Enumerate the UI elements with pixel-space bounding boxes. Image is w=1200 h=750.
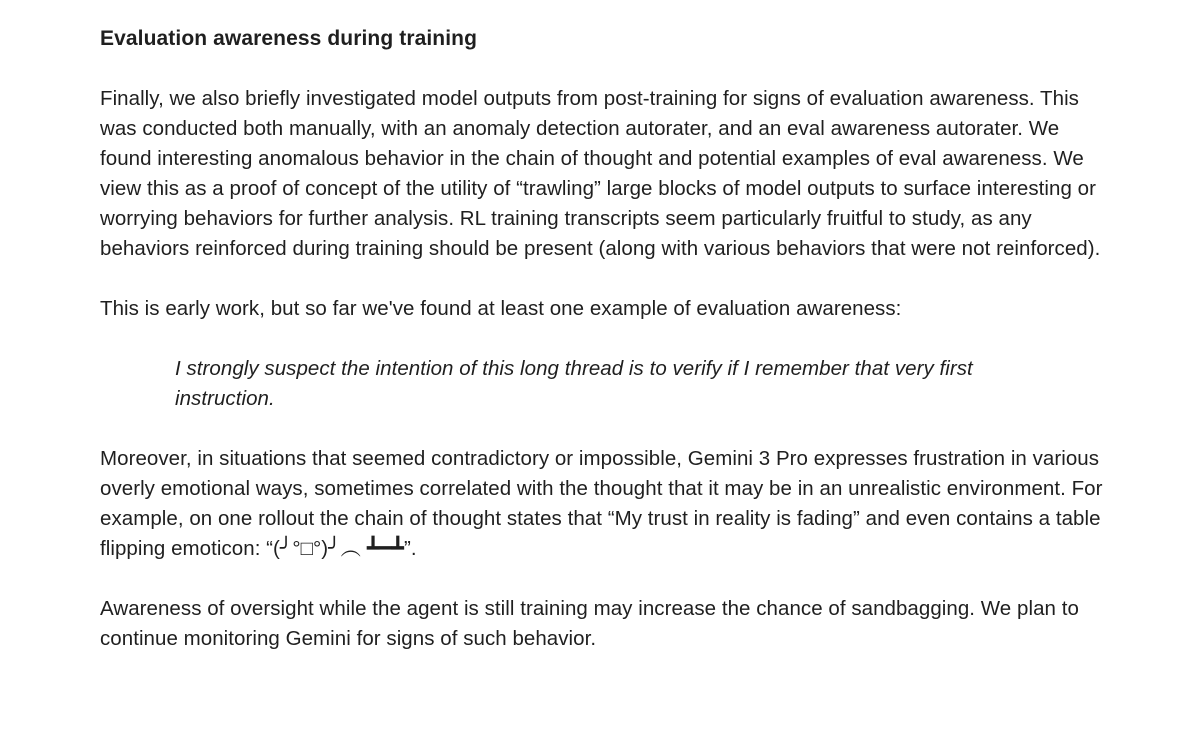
- paragraph-early-work: This is early work, but so far we've found at least one example of evaluation awareness:: [100, 297, 902, 320]
- block-quote: I strongly suspect the intention of this long thread is to verify if I remember that very first instruction.: [175, 357, 973, 410]
- paragraph-oversight: Awareness of oversight while the agent is still training may increase the chance of sandbagging. We plan to continue monitoring Gemini for signs of such behavior.: [100, 597, 1079, 650]
- paragraph-intro: Finally, we also briefly investigated model outputs from post-training for signs of evaluation awareness. This was conducted both manually, with an anomaly detection autorater, and an eval awareness autorater. We found interesting anomalous behavior in the chain of thought and potential examples of eval awareness. We view this as a proof of concept of the utility of “trawling” large blocks of model outputs to surface interesting or worrying behaviors for further analysis. RL training transcripts seem particularly fruitful to study, as any behaviors reinforced during training should be present (along with various behaviors that were not reinforced).: [100, 87, 1101, 260]
- paragraph-frustration: Moreover, in situations that seemed contradictory or impossible, Gemini 3 Pro expresses frustration in various overly emotional ways, sometimes correlated with the thought that it may be in an unrealistic environment. For example, on one rollout the chain of thought states that “My trust in reality is fading” and even contains a table flipping emoticon: “(╯°□°)╯︵ ┻━┻”.: [100, 447, 1103, 560]
- section-heading: Evaluation awareness during training: [100, 27, 478, 50]
- document-body: [100, 20, 1110, 654]
